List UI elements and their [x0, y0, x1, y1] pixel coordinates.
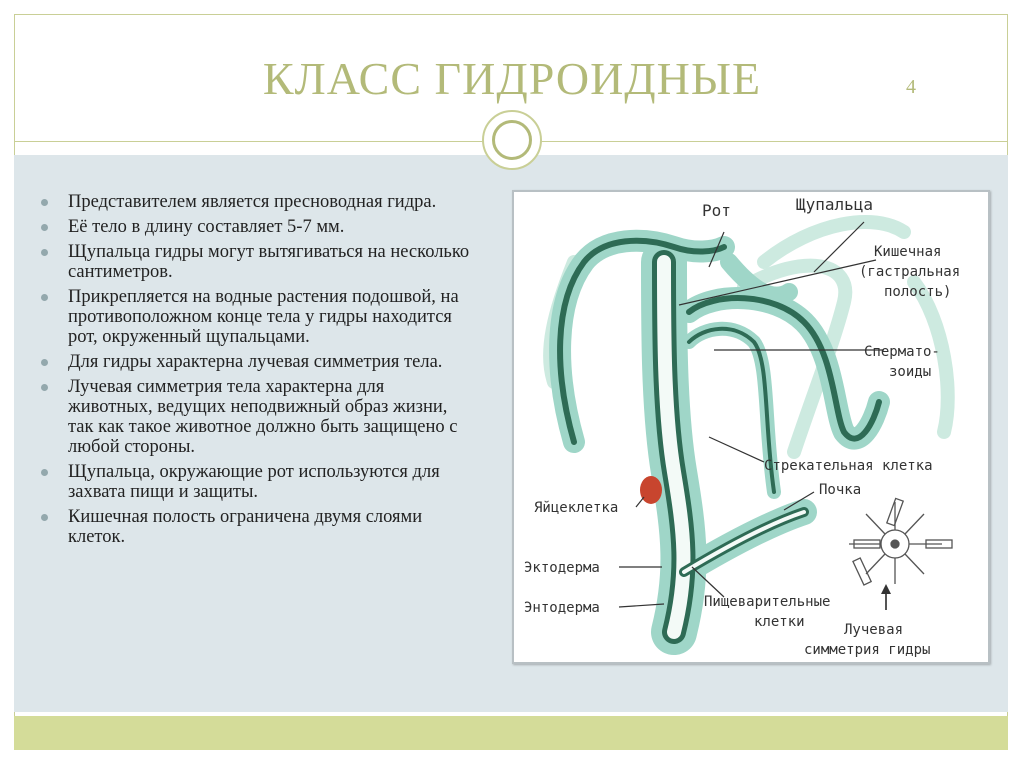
label-symmetry-2: симметрия гидры — [804, 642, 931, 658]
bullet-item: Щупальца гидры могут вытягиваться на несколько сантиметров. — [40, 242, 470, 282]
bullet-item: Лучевая симметрия тела характерна для животных, ведущих неподвижный образ жизни, так как такое животное должно быть защищено с любой стороны. — [40, 377, 470, 457]
slide-number: 4 — [906, 76, 916, 98]
bullet-item: Кишечная полость ограничена двумя слоями клеток. — [40, 507, 470, 547]
circle-ornament-icon — [482, 110, 542, 170]
bullet-item: Её тело в длину составляет 5-7 мм. — [40, 217, 470, 237]
footer-band — [14, 716, 1008, 750]
hydra-body — [560, 241, 879, 632]
label-ectoderm: Эктодерма — [524, 560, 600, 576]
egg-cell-shape — [640, 476, 662, 504]
label-mouth: Рот — [702, 201, 731, 220]
bullet-item: Щупальца, окружающие рот используются для захвата пищи и защиты. — [40, 462, 470, 502]
label-sperm-1: Спермато- — [864, 344, 940, 360]
label-digestive-2: клетки — [754, 614, 805, 630]
hydra-svg — [514, 192, 988, 662]
slide-title: КЛАСС ГИДРОИДНЫЕ — [262, 53, 762, 104]
label-symmetry-1: Лучевая — [844, 622, 904, 638]
label-tentacles: Щупальца — [796, 195, 874, 214]
label-cavity-1: Кишечная — [874, 244, 942, 260]
bullet-item: Представителем является пресноводная гидра. — [40, 192, 470, 212]
bullet-list — [40, 192, 470, 552]
label-cavity-2: (гастральная — [859, 264, 961, 280]
bullet-item: Для гидры характерна лучевая симметрия тела. — [40, 352, 470, 372]
label-digestive-1: Пищеварительные — [704, 594, 831, 610]
label-endoderm: Энтодерма — [524, 600, 600, 616]
label-sperm-2: зоиды — [889, 364, 932, 380]
hydra-diagram — [512, 190, 990, 664]
bullet-item: Прикрепляется на водные растения подошвой, на противоположном конце тела у гидры находится рот, окруженный щупальцами. — [40, 287, 470, 347]
label-cavity-3: полость) — [884, 284, 952, 300]
radial-symmetry-icon — [849, 498, 952, 610]
label-stinging-cell: Стрекательная клетка — [764, 458, 933, 474]
label-egg-cell: Яйцеклетка — [534, 500, 619, 516]
label-bud: Почка — [819, 482, 862, 498]
